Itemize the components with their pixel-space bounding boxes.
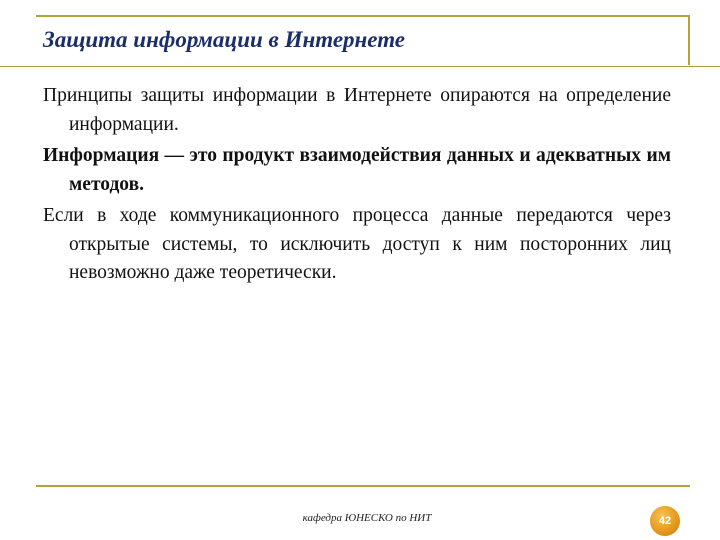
- slide-title: Защита информации в Интернете: [43, 27, 406, 52]
- slide-body: [43, 82, 671, 291]
- paragraph-principles: Принципы защиты информации в Интернете опираются на определение информации.: [43, 85, 671, 135]
- page-number-badge: 42: [650, 506, 680, 536]
- title-underline: [0, 66, 720, 67]
- footer-rule: [36, 485, 690, 487]
- paragraph-open-systems: Если в ходе коммуникационного процесса данные передаются через открытые системы, то исключить доступ к ним посторонних лиц невозможно даже теоретически.: [43, 205, 671, 283]
- paragraph-information-definition: Информация — это продукт взаимодействия данных и адекватных им методов.: [43, 145, 671, 195]
- footer-department: кафедра ЮНЕСКО по НИТ: [302, 512, 432, 524]
